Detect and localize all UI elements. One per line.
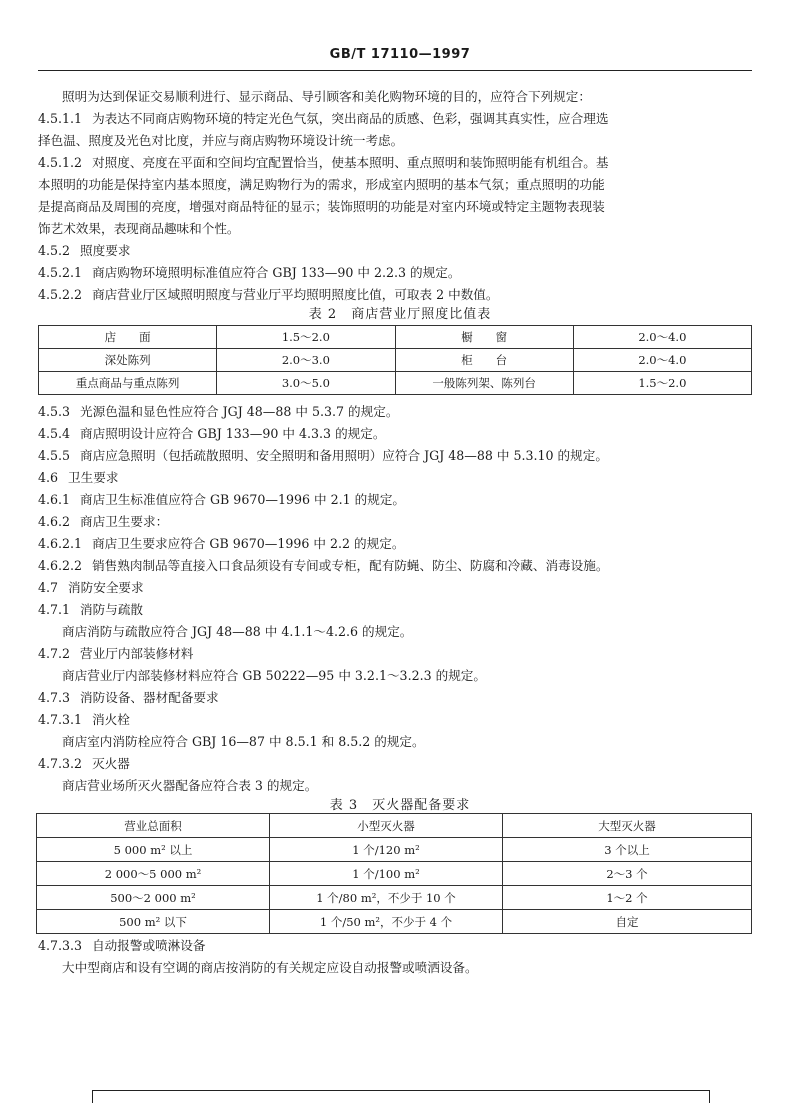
table-cell: 1 个/100 m² bbox=[270, 862, 503, 886]
clause-number: 4.6.2.2 bbox=[38, 558, 83, 573]
table-cell: 1.5～2.0 bbox=[217, 326, 395, 349]
clause-4732 bbox=[38, 753, 758, 775]
table-row bbox=[39, 372, 752, 395]
table-cell: 3 个以上 bbox=[503, 838, 752, 862]
clause-text: 商店照明设计应符合 GBJ 133—90 中 4.3.3 的规定。 bbox=[80, 426, 386, 441]
clause-4731 bbox=[38, 709, 758, 731]
column-header: 大型灭火器 bbox=[503, 814, 752, 838]
table-row bbox=[37, 838, 752, 862]
clause-472-body: 商店营业厅内部装修材料应符合 GB 50222—95 中 3.2.1～3.2.3 的规定。 bbox=[62, 668, 486, 683]
table-cell: 1 个/80 m²，不少于 10 个 bbox=[270, 886, 503, 910]
clause-number: 4.7.2 bbox=[38, 646, 71, 661]
clause-471-body: 商店消防与疏散应符合 JGJ 48—88 中 4.1.1～4.2.6 的规定。 bbox=[62, 624, 413, 639]
clause-number: 4.5.2.1 bbox=[38, 265, 83, 280]
clause-number: 4.5.1.1 bbox=[38, 111, 83, 126]
illuminance-ratio-table bbox=[38, 325, 752, 395]
table-cell: 500 m² 以下 bbox=[37, 910, 270, 934]
clause-number: 4.7.1 bbox=[38, 602, 71, 617]
clause-number: 4.7.3.3 bbox=[38, 938, 83, 953]
clause-4512-cont3: 饰艺术效果，表现商品趣味和个性。 bbox=[38, 221, 240, 236]
column-header: 小型灭火器 bbox=[270, 814, 503, 838]
clause-47 bbox=[38, 577, 758, 599]
clause-text: 营业厅内部装修材料 bbox=[80, 646, 194, 661]
clause-4733-body: 大中型商店和设有空调的商店按消防的有关规定应设自动报警或喷洒设备。 bbox=[62, 960, 478, 975]
table-cell: 店 面 bbox=[39, 326, 217, 349]
table-cell: 5 000 m² 以上 bbox=[37, 838, 270, 862]
table-cell: 1～2 个 bbox=[503, 886, 752, 910]
clause-number: 4.7 bbox=[38, 580, 59, 595]
clause-4732-body: 商店营业场所灭火器配备应符合表 3 的规定。 bbox=[62, 778, 318, 793]
clause-number: 4.5.5 bbox=[38, 448, 71, 463]
clause-text: 对照度、亮度在平面和空间均宜配置恰当，使基本照明、重点照明和装饰照明能有机组合。基 bbox=[92, 155, 609, 170]
clause-462 bbox=[38, 511, 758, 533]
clause-4512 bbox=[38, 152, 758, 174]
clause-text: 消防设备、器材配备要求 bbox=[80, 690, 219, 705]
clause-number: 4.7.3.1 bbox=[38, 712, 83, 727]
table-row bbox=[39, 349, 752, 372]
clause-4511-cont: 择色温、照度及光色对比度，并应与商店购物环境设计统一考虑。 bbox=[38, 133, 404, 148]
clause-text: 商店卫生标准值应符合 GB 9670—1996 中 2.1 的规定。 bbox=[80, 492, 406, 507]
clause-461 bbox=[38, 489, 758, 511]
column-header: 营业总面积 bbox=[37, 814, 270, 838]
page-header: GB/T 17110—1997 bbox=[329, 47, 471, 62]
clause-text: 卫生要求 bbox=[68, 470, 119, 485]
clause-4622 bbox=[38, 555, 758, 577]
table-cell: 3.0～5.0 bbox=[217, 372, 395, 395]
table-cell: 深处陈列 bbox=[39, 349, 217, 372]
table-row bbox=[37, 862, 752, 886]
table-row bbox=[37, 886, 752, 910]
clause-473 bbox=[38, 687, 758, 709]
table-header-row bbox=[37, 814, 752, 838]
table-cell: 2 000～5 000 m² bbox=[37, 862, 270, 886]
clause-text: 灭火器 bbox=[92, 756, 130, 771]
table3-caption: 表 3 灭火器配备要求 bbox=[329, 798, 471, 813]
clause-text: 为表达不同商店购物环境的特定光色气氛，突出商品的质感、色彩，强调其真实性，应合理选 bbox=[92, 111, 609, 126]
clause-text: 消防与疏散 bbox=[80, 602, 144, 617]
clause-number: 4.6.2.1 bbox=[38, 536, 83, 551]
table-cell: 一般陈列架、陈列台 bbox=[395, 372, 573, 395]
clause-number: 4.5.2 bbox=[38, 243, 71, 258]
clause-number: 4.7.3.2 bbox=[38, 756, 83, 771]
table-cell: 2～3 个 bbox=[503, 862, 752, 886]
clause-471 bbox=[38, 599, 758, 621]
clause-number: 4.6.2 bbox=[38, 514, 71, 529]
clause-number: 4.5.4 bbox=[38, 426, 71, 441]
table-cell: 自定 bbox=[503, 910, 752, 934]
clause-number: 4.5.1.2 bbox=[38, 155, 83, 170]
clause-text: 商店营业厅区域照明照度与营业厅平均照明照度比值，可取表 2 中数值。 bbox=[92, 287, 499, 302]
clause-4731-body: 商店室内消防栓应符合 GBJ 16—87 中 8.5.1 和 8.5.2 的规定。 bbox=[62, 734, 425, 749]
clause-text: 光源色温和显色性应符合 JGJ 48—88 中 5.3.7 的规定。 bbox=[80, 404, 399, 419]
table-cell: 重点商品与重点陈列 bbox=[39, 372, 217, 395]
bottom-frame bbox=[92, 1090, 710, 1103]
table-cell: 1.5～2.0 bbox=[573, 372, 751, 395]
table-cell: 1 个/120 m² bbox=[270, 838, 503, 862]
clause-452 bbox=[38, 240, 758, 262]
clause-number: 4.5.2.2 bbox=[38, 287, 83, 302]
clause-4733 bbox=[38, 935, 758, 957]
extinguisher-table bbox=[36, 813, 752, 934]
table-row bbox=[37, 910, 752, 934]
table-cell: 1 个/50 m²，不少于 4 个 bbox=[270, 910, 503, 934]
clause-text: 商店卫生要求应符合 GB 9670—1996 中 2.2 的规定。 bbox=[92, 536, 405, 551]
table-cell: 2.0～4.0 bbox=[573, 326, 751, 349]
table2-caption: 表 2 商店营业厅照度比值表 bbox=[308, 307, 492, 322]
clause-text: 消火栓 bbox=[92, 712, 130, 727]
clause-454 bbox=[38, 423, 758, 445]
clause-text: 商店购物环境照明标准值应符合 GBJ 133—90 中 2.2.3 的规定。 bbox=[92, 265, 461, 280]
table-cell: 2.0～4.0 bbox=[573, 349, 751, 372]
clause-number: 4.6 bbox=[38, 470, 59, 485]
clause-number: 4.6.1 bbox=[38, 492, 71, 507]
clause-4521 bbox=[38, 262, 758, 284]
clause-text: 消防安全要求 bbox=[68, 580, 144, 595]
clause-text: 照度要求 bbox=[80, 243, 131, 258]
clause-472 bbox=[38, 643, 758, 665]
clause-4621 bbox=[38, 533, 758, 555]
table-row bbox=[39, 326, 752, 349]
clause-453 bbox=[38, 401, 758, 423]
clause-text: 商店卫生要求： bbox=[80, 514, 169, 529]
clause-text: 商店应急照明（包括疏散照明、安全照明和备用照明）应符合 JGJ 48—88 中 5.3.10 的规定。 bbox=[80, 448, 608, 463]
clause-4512-cont1: 本照明的功能是保持室内基本照度，满足购物行为的需求，形成室内照明的基本气氛；重点照明的功能 bbox=[38, 177, 605, 192]
table-cell: 橱 窗 bbox=[395, 326, 573, 349]
clause-number: 4.5.3 bbox=[38, 404, 71, 419]
table-cell: 柜 台 bbox=[395, 349, 573, 372]
header-rule bbox=[38, 70, 752, 71]
clause-text: 自动报警或喷淋设备 bbox=[92, 938, 206, 953]
intro-paragraph: 照明为达到保证交易顺利进行、显示商品、导引顾客和美化购物环境的目的，应符合下列规定： bbox=[62, 89, 591, 104]
table-cell: 500～2 000 m² bbox=[37, 886, 270, 910]
clause-number: 4.7.3 bbox=[38, 690, 71, 705]
clause-4511 bbox=[38, 108, 758, 130]
clause-455 bbox=[38, 445, 758, 467]
clause-46 bbox=[38, 467, 758, 489]
clause-text: 销售熟肉制品等直接入口食品须设有专间或专柜，配有防蝇、防尘、防腐和冷藏、消毒设施。 bbox=[92, 558, 609, 573]
clause-4512-cont2: 是提高商品及周围的亮度，增强对商品特征的显示；装饰照明的功能是对室内环境或特定主题物表现装 bbox=[38, 199, 605, 214]
table-cell: 2.0～3.0 bbox=[217, 349, 395, 372]
